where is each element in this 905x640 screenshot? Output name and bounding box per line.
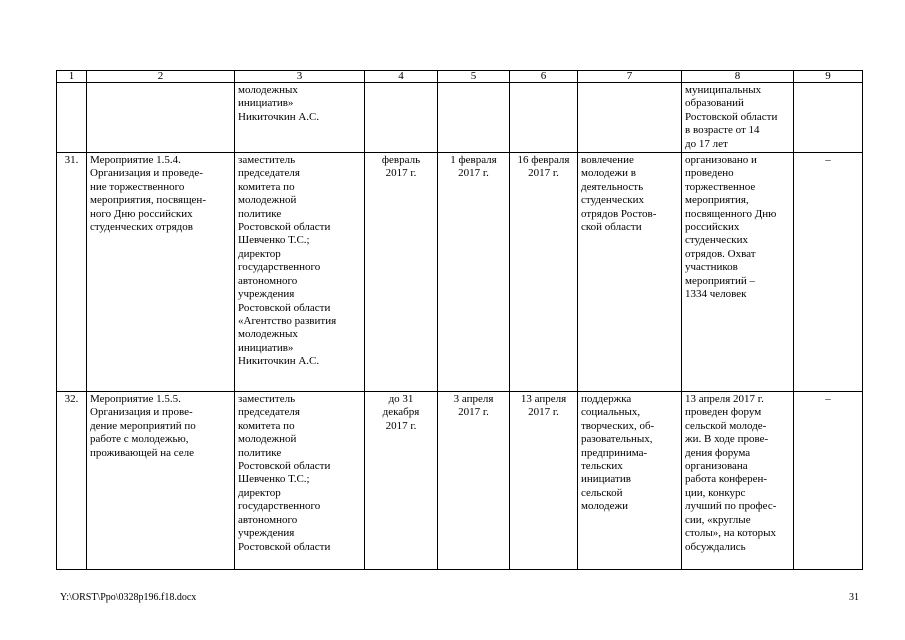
cell-end-date: 16 февраля 2017 г. [510,153,578,392]
cell-note: – [794,392,863,570]
header-row [57,71,863,83]
header-col-7: 7 [578,71,682,83]
footer-file-path: Y:\ORST\Ppo\0328p196.f18.docx [60,592,197,603]
header-col-5: 5 [438,71,510,83]
footer-page-number: 31 [849,592,859,603]
cell-end-date [510,83,578,153]
cell-result-actual: 13 апреля 2017 г. проведен форум сельской молоде- жи. В ходе прове- дения форума организована работа конферен- ции, конкурс лучший по профес- сии, «круглые столы», на которых обсуждались [682,392,794,570]
cell-responsible: молодежных инициатив» Никиточкин А.С. [235,83,365,153]
cell-num [57,83,87,153]
cell-result-actual: муниципальных образований Ростовской области в возрасте от 14 до 17 лет [682,83,794,153]
cell-event: Мероприятие 1.5.5. Организация и прове- дение мероприятий по работе с молодежью, проживающей на селе [87,392,235,570]
cell-event [87,83,235,153]
cell-num: 31. [57,153,87,392]
cell-result-planned: вовлечение молодежи в деятельность студенческих отрядов Ростов- ской области [578,153,682,392]
header-col-6: 6 [510,71,578,83]
cell-result-actual: организовано и проведено торжественное мероприятия, посвященного Дню российских студенческих отрядов. Охват участников мероприятий – 1334 человек [682,153,794,392]
cell-num: 32. [57,392,87,570]
table-row-continuation [57,83,863,153]
cell-planned-date: до 31 декабря 2017 г. [365,392,438,570]
cell-responsible: заместитель председателя комитета по молодежной политике Ростовской области Шевченко Т.С.; директор государственного автономного учреждения Ростовской области «Агентство развития молодежных инициатив» Никиточкин А.С. [235,153,365,392]
header-col-4: 4 [365,71,438,83]
cell-note: – [794,153,863,392]
cell-start-date [438,83,510,153]
cell-start-date: 1 февраля 2017 г. [438,153,510,392]
cell-result-planned [578,83,682,153]
cell-note [794,83,863,153]
table-row-31 [57,153,863,392]
cell-result-planned: поддержка социальных, творческих, об- разовательных, предпринима- тельских инициатив сельской молодежи [578,392,682,570]
table-row-32 [57,392,863,570]
report-table [56,70,863,570]
header-col-9: 9 [794,71,863,83]
cell-event: Мероприятие 1.5.4. Организация и проведе- ние торжественного мероприятия, посвящен- ного Дню российских студенческих отрядов [87,153,235,392]
cell-end-date: 13 апреля 2017 г. [510,392,578,570]
header-col-8: 8 [682,71,794,83]
header-col-2: 2 [87,71,235,83]
cell-start-date: 3 апреля 2017 г. [438,392,510,570]
cell-responsible: заместитель председателя комитета по молодежной политике Ростовской области Шевченко Т.С.; директор государственного автономного учреждения Ростовской области [235,392,365,570]
cell-planned-date [365,83,438,153]
cell-planned-date: февраль 2017 г. [365,153,438,392]
header-col-3: 3 [235,71,365,83]
header-col-1: 1 [57,71,87,83]
